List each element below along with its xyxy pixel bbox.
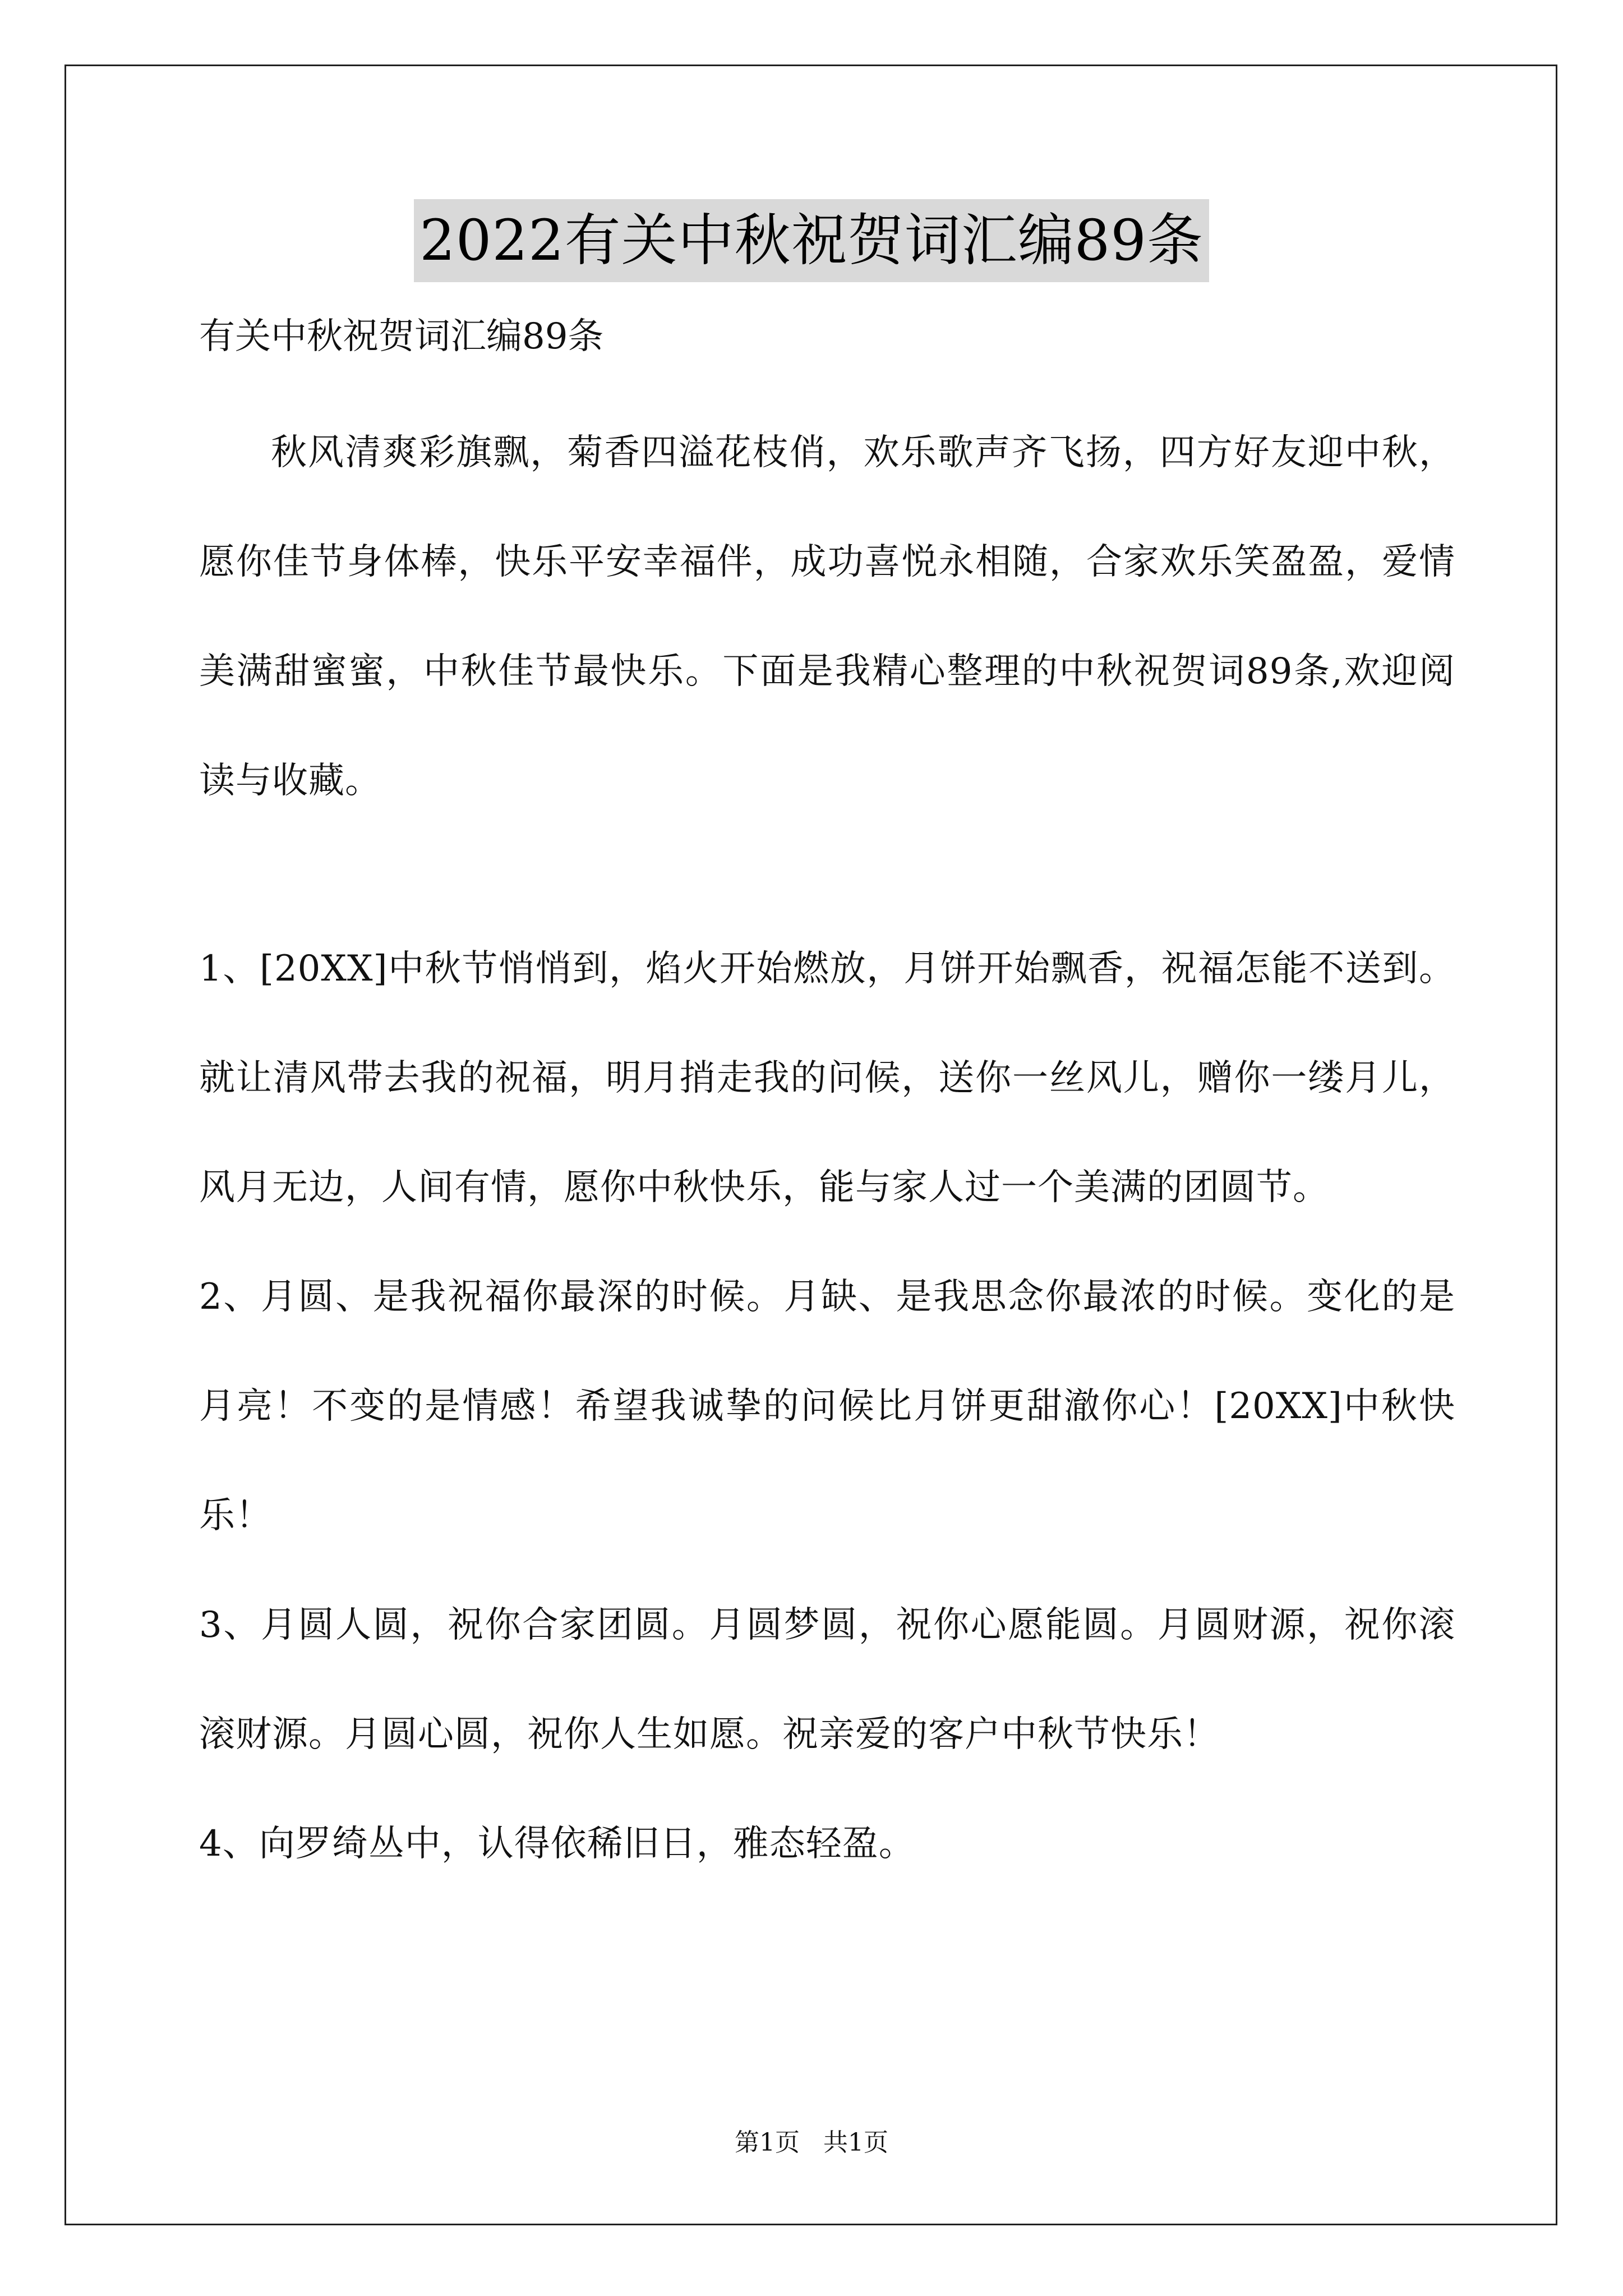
list-item: 4、向罗绮丛中，认得依稀旧日，雅态轻盈。 [199,1823,915,1865]
document-subtitle: 有关中秋祝贺词汇编89条 [199,316,604,357]
list-item: 3、月圆人圆，祝你合家团圆。月圆梦圆，祝你心愿能圆。月圆财源，祝你滚滚财源。月圆心圆，祝你人生如愿。祝亲爱的客户中秋节快乐！ [199,1604,1455,1755]
list-item: 2、月圆、是我祝福你最深的时候。月缺、是我思念你最浓的时候。变化的是月亮！不变的是情感！希望我诚挚的问候比月饼更甜澈你心！[20XX]中秋快乐！ [199,1276,1455,1536]
document-body [199,311,1455,1899]
list-item: 1、[20XX]中秋节悄悄到，焰火开始燃放，月饼开始飘香，祝福怎能不送到。就让清风带去我的祝福，明月捎走我的问候，送你一丝风儿，赠你一缕月儿，风月无边，人间有情，愿你中秋快乐，能与家人过一个美满的团圆节。 [199,948,1455,1208]
document-title: 2022有关中秋祝贺词汇编89条 [414,199,1209,282]
intro-paragraph: 秋风清爽彩旗飘，菊香四溢花枝俏，欢乐歌声齐飞扬，四方好友迎中秋，愿你佳节身体棒，快乐平安幸福伴，成功喜悦永相随，合家欢乐笑盈盈，爱情美满甜蜜蜜，中秋佳节最快乐。下面是我精心整理的中秋祝贺词89条,欢迎阅读与收藏。 [199,432,1455,802]
title-container [0,199,1623,282]
section-gap [199,836,1455,914]
page-footer: 第1页 共1页 [735,2128,888,2157]
